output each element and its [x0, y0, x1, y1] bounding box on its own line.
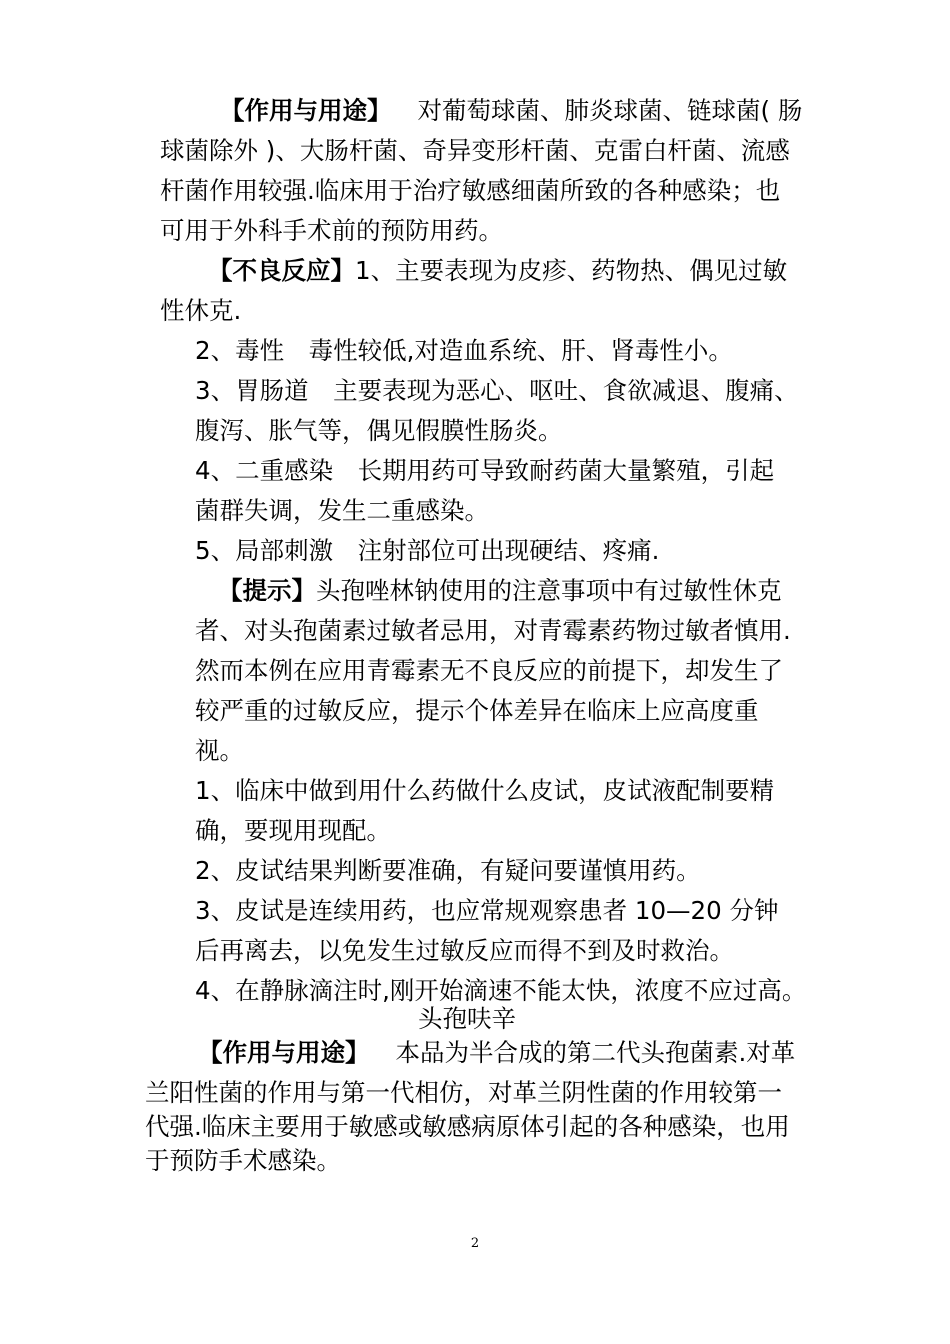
- s2-line-2: 性休克.: [160, 296, 242, 325]
- s2-item: 2、毒性 毒性较低,对造血系统、肝、肾毒性小。: [195, 336, 733, 365]
- page-number: 2: [470, 1236, 480, 1251]
- s4-line: 于预防手术感染。: [145, 1146, 341, 1175]
- section-label: 【作用与用途】: [220, 96, 392, 125]
- s3-line: 3、皮试是连续用药，也应常规观察患者 10—20 分钟: [195, 896, 779, 925]
- s3-line-1: [218, 576, 782, 606]
- s3-line: 者、对头孢菌素过敏者忌用，对青霉素药物过敏者慎用.: [195, 616, 791, 645]
- s3-line: 1、临床中做到用什么药做什么皮试，皮试液配制要精: [195, 776, 775, 805]
- s1-line-3: 杆菌作用较强.临床用于治疗敏感细菌所致的各种感染；也: [160, 176, 781, 205]
- s3-line: 视。: [195, 736, 244, 765]
- s4-line: 代强.临床主要用于敏感或敏感病原体引起的各种感染，也用: [145, 1112, 790, 1141]
- s1-line-1: [220, 96, 802, 126]
- s3-line: 较严重的过敏反应，提示个体差异在临床上应高度重: [195, 696, 759, 725]
- s2-item: 菌群失调，发生二重感染。: [195, 496, 489, 525]
- s3-line: 确，要现用现配。: [195, 816, 391, 845]
- s4-line-1: [198, 1038, 795, 1068]
- section-label: 【提示】: [218, 576, 316, 605]
- s2-line-1: [208, 256, 787, 286]
- body-text: 对葡萄球菌、肺炎球菌、链球菌( 肠: [417, 96, 803, 125]
- s4-line: 兰阳性菌的作用与第一代相仿，对革兰阴性菌的作用较第一: [145, 1078, 782, 1107]
- s2-item: 腹泻、胀气等，偶见假膜性肠炎。: [195, 416, 563, 445]
- s2-item: 5、局部刺激 注射部位可出现硬结、疼痛.: [195, 536, 660, 565]
- s3-line: 4、在静脉滴注时,刚开始滴速不能太快，浓度不应过高。: [195, 976, 807, 1005]
- section-label: 【不良反应】: [208, 256, 355, 285]
- body-text: 头孢唑林钠使用的注意事项中有过敏性休克: [316, 576, 782, 605]
- s3-line: 2、皮试结果判断要准确，有疑问要谨慎用药。: [195, 856, 701, 885]
- body-text: 本品为半合成的第二代头孢菌素.对革: [395, 1038, 796, 1067]
- section-label: 【作用与用途】: [198, 1038, 370, 1067]
- s2-item: 4、二重感染 长期用药可导致耐药菌大量繁殖，引起: [195, 456, 775, 485]
- s1-line-4: 可用于外科手术前的预防用药。: [160, 216, 503, 245]
- drug-title: 头孢呋辛: [418, 1004, 516, 1033]
- s2-item: 3、胃肠道 主要表现为恶心、呕吐、食欲减退、腹痛、: [195, 376, 799, 405]
- body-text: 1、主要表现为皮疹、药物热、偶见过敏: [355, 256, 788, 285]
- s3-line: 后再离去，以免发生过敏反应而得不到及时救治。: [195, 936, 734, 965]
- s1-line-2: 球菌除外 )、大肠杆菌、奇异变形杆菌、克雷白杆菌、流感: [160, 136, 790, 165]
- s3-line: 然而本例在应用青霉素无不良反应的前提下，却发生了: [195, 656, 783, 685]
